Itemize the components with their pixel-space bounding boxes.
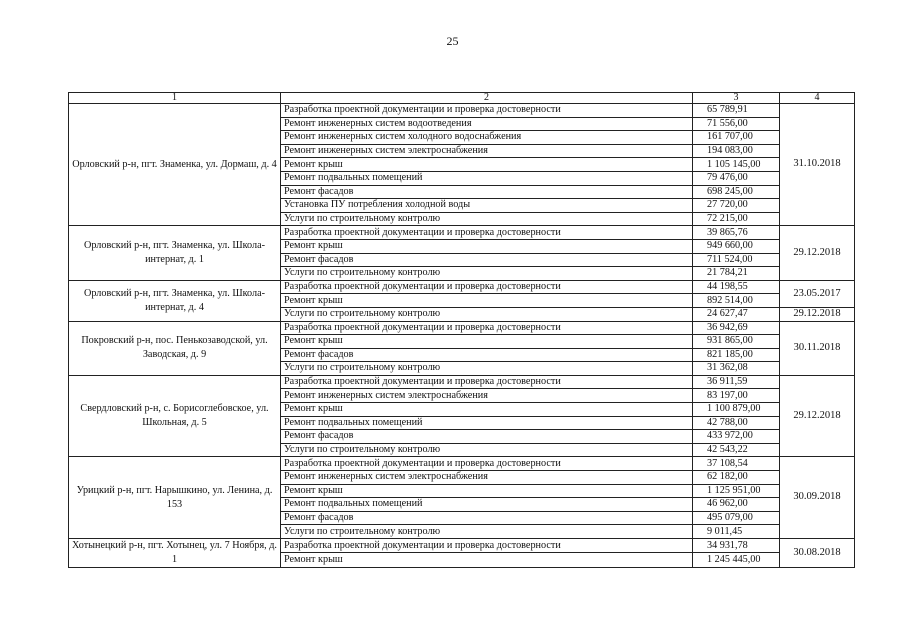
deadline-date-cell: 30.09.2018: [780, 457, 855, 539]
column-number-row: [69, 93, 855, 104]
work-type-cell: Ремонт крыш: [281, 294, 693, 308]
work-type-cell: Ремонт крыш: [281, 403, 693, 417]
amount-cell: 36 942,69: [693, 321, 780, 335]
work-type-cell: Ремонт крыш: [281, 158, 693, 172]
work-type-cell: Разработка проектной документации и проверка достоверности: [281, 226, 693, 240]
work-type-cell: Ремонт инженерных систем холодного водоснабжения: [281, 131, 693, 145]
work-type-cell: Разработка проектной документации и проверка достоверности: [281, 539, 693, 553]
work-type-cell: Ремонт инженерных систем электроснабжения: [281, 144, 693, 158]
address-cell: Орловский р-н, пгт. Знаменка, ул. Школа-интернат, д. 1: [69, 226, 281, 280]
amount-cell: 698 245,00: [693, 185, 780, 199]
deadline-date-cell: 30.08.2018: [780, 539, 855, 568]
amount-cell: 1 125 951,00: [693, 484, 780, 498]
amount-cell: 72 215,00: [693, 212, 780, 226]
deadline-date-cell: 30.11.2018: [780, 321, 855, 375]
work-type-cell: Ремонт крыш: [281, 239, 693, 253]
page-number: 25: [446, 34, 459, 48]
work-type-cell: Установка ПУ потребления холодной воды: [281, 199, 693, 213]
table-row: [69, 104, 855, 118]
amount-cell: 1 100 879,00: [693, 403, 780, 417]
works-table: [68, 92, 855, 568]
amount-cell: 161 707,00: [693, 131, 780, 145]
column-number: 2: [281, 93, 693, 104]
amount-cell: 495 079,00: [693, 511, 780, 525]
table-row: [69, 321, 855, 335]
table-row: [69, 539, 855, 553]
work-type-cell: Ремонт крыш: [281, 553, 693, 567]
address-cell: Орловский р-н, пгт. Знаменка, ул. Школа-интернат, д. 4: [69, 280, 281, 321]
amount-cell: 42 543,22: [693, 443, 780, 457]
work-type-cell: Разработка проектной документации и проверка достоверности: [281, 280, 693, 294]
column-number: 4: [780, 93, 855, 104]
work-type-cell: Ремонт крыш: [281, 484, 693, 498]
work-type-cell: Услуги по строительному контролю: [281, 443, 693, 457]
amount-cell: 821 185,00: [693, 348, 780, 362]
address-cell: Покровский р-н, пос. Пенькозаводской, ул. Заводская, д. 9: [69, 321, 281, 375]
amount-cell: 83 197,00: [693, 389, 780, 403]
column-number: 1: [69, 93, 281, 104]
work-type-cell: Ремонт подвальных помещений: [281, 498, 693, 512]
amount-cell: 433 972,00: [693, 430, 780, 444]
amount-cell: 36 911,59: [693, 375, 780, 389]
amount-cell: 711 524,00: [693, 253, 780, 267]
deadline-date-cell: 23.05.2017: [780, 280, 855, 307]
address-cell: Хотынецкий р-н, пгт. Хотынец, ул. 7 Ноября, д. 1: [69, 539, 281, 568]
works-table-body: [69, 93, 855, 568]
amount-cell: 21 784,21: [693, 267, 780, 281]
amount-cell: 931 865,00: [693, 335, 780, 349]
work-type-cell: Ремонт инженерных систем водоотведения: [281, 117, 693, 131]
table-row: [69, 280, 855, 294]
amount-cell: 1 105 145,00: [693, 158, 780, 172]
amount-cell: 79 476,00: [693, 171, 780, 185]
work-type-cell: Разработка проектной документации и проверка достоверности: [281, 457, 693, 471]
work-type-cell: Услуги по строительному контролю: [281, 362, 693, 376]
amount-cell: 892 514,00: [693, 294, 780, 308]
work-type-cell: Ремонт фасадов: [281, 348, 693, 362]
amount-cell: 949 660,00: [693, 239, 780, 253]
amount-cell: 31 362,08: [693, 362, 780, 376]
amount-cell: 27 720,00: [693, 199, 780, 213]
work-type-cell: Ремонт подвальных помещений: [281, 416, 693, 430]
amount-cell: 1 245 445,00: [693, 553, 780, 567]
amount-cell: 9 011,45: [693, 525, 780, 539]
work-type-cell: Разработка проектной документации и проверка достоверности: [281, 104, 693, 118]
amount-cell: 34 931,78: [693, 539, 780, 553]
work-type-cell: Ремонт фасадов: [281, 511, 693, 525]
amount-cell: 46 962,00: [693, 498, 780, 512]
address-cell: Урицкий р-н, пгт. Нарышкино, ул. Ленина, д. 153: [69, 457, 281, 539]
work-type-cell: Услуги по строительному контролю: [281, 525, 693, 539]
table-row: [69, 226, 855, 240]
work-type-cell: Ремонт фасадов: [281, 430, 693, 444]
amount-cell: 194 083,00: [693, 144, 780, 158]
work-type-cell: Ремонт подвальных помещений: [281, 171, 693, 185]
amount-cell: 62 182,00: [693, 471, 780, 485]
deadline-date-cell: 29.12.2018: [780, 226, 855, 280]
amount-cell: 71 556,00: [693, 117, 780, 131]
amount-cell: 24 627,47: [693, 307, 780, 321]
work-type-cell: Ремонт инженерных систем электроснабжения: [281, 389, 693, 403]
amount-cell: 39 865,76: [693, 226, 780, 240]
work-type-cell: Услуги по строительному контролю: [281, 307, 693, 321]
work-type-cell: Услуги по строительному контролю: [281, 212, 693, 226]
deadline-date-cell: 29.12.2018: [780, 375, 855, 457]
work-type-cell: Разработка проектной документации и проверка достоверности: [281, 321, 693, 335]
work-type-cell: Ремонт крыш: [281, 335, 693, 349]
work-type-cell: Ремонт фасадов: [281, 185, 693, 199]
table-row: [69, 375, 855, 389]
work-type-cell: Услуги по строительному контролю: [281, 267, 693, 281]
amount-cell: 44 198,55: [693, 280, 780, 294]
work-type-cell: Разработка проектной документации и проверка достоверности: [281, 375, 693, 389]
address-cell: Свердловский р-н, с. Борисоглебовское, ул. Школьная, д. 5: [69, 375, 281, 457]
address-cell: Орловский р-н, пгт. Знаменка, ул. Дормаш, д. 4: [69, 104, 281, 226]
deadline-date-cell: 31.10.2018: [780, 104, 855, 226]
column-number: 3: [693, 93, 780, 104]
work-type-cell: Ремонт фасадов: [281, 253, 693, 267]
work-type-cell: Ремонт инженерных систем электроснабжения: [281, 471, 693, 485]
deadline-date-cell: 29.12.2018: [780, 307, 855, 321]
amount-cell: 37 108,54: [693, 457, 780, 471]
table-row: [69, 457, 855, 471]
amount-cell: 42 788,00: [693, 416, 780, 430]
amount-cell: 65 789,91: [693, 104, 780, 118]
